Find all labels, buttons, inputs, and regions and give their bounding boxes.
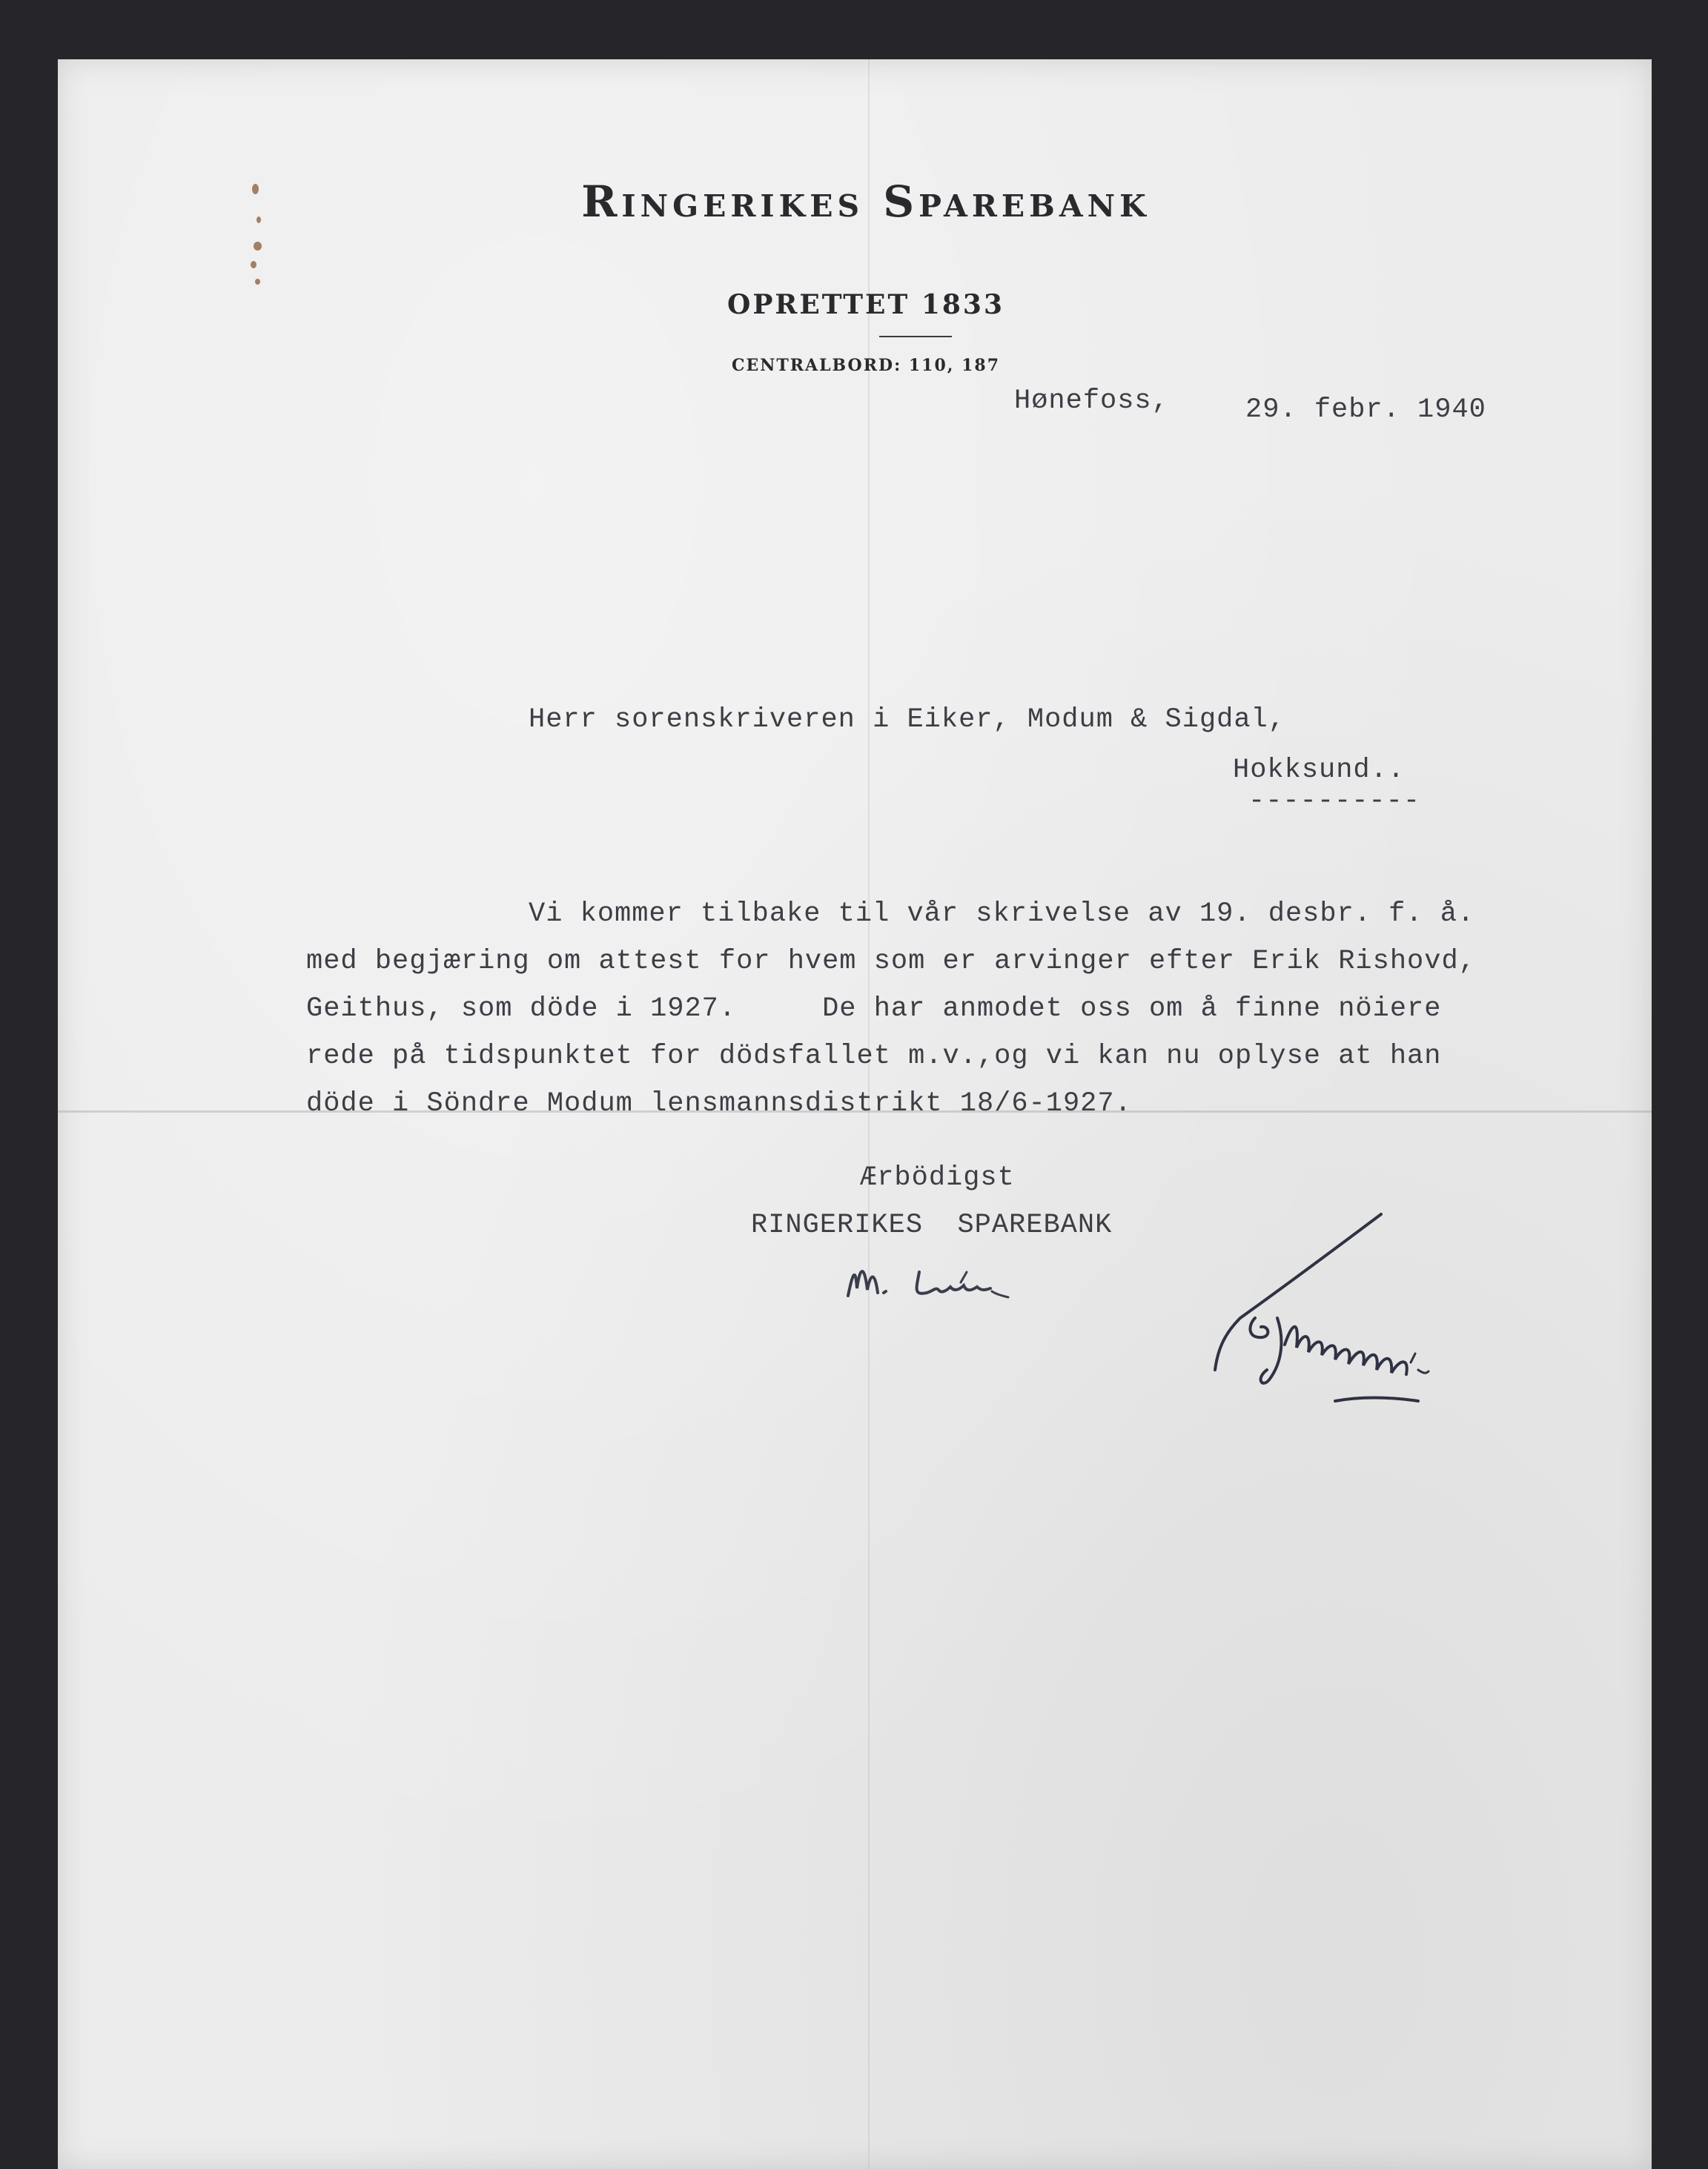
rust-stain <box>256 216 261 223</box>
letterhead-divider <box>879 336 952 337</box>
bank-name-heading: Ringerikes Sparebank <box>581 176 1151 227</box>
rust-stain <box>254 242 262 251</box>
recipient-underline: ---------- <box>1248 786 1421 817</box>
closing-bank-name: RINGERIKES SPAREBANK <box>751 1210 1113 1241</box>
body-line: rede på tidspunktet for dödsfallet m.v.,og vi kan nu oplyse at han <box>306 1041 1442 1072</box>
letter-page <box>58 59 1652 2169</box>
signature-right <box>1144 1207 1529 1474</box>
recipient-line-1: Herr sorenskriveren i Eiker, Modum & Sigdal, <box>529 704 1285 735</box>
signature-left <box>830 1244 1127 1333</box>
body-line: Geithus, som döde i 1927. De har anmodet oss om å finne nöiere <box>306 993 1442 1024</box>
founded-line: OPRETTET 1833 <box>726 289 1005 320</box>
closing-salutation: Ærbödigst <box>860 1162 1015 1193</box>
rust-stain <box>251 261 256 268</box>
body-line: döde i Söndre Modum lensmannsdistrikt 18/6-1927. <box>306 1088 1132 1119</box>
dateline-date: 29. febr. 1940 <box>1245 394 1486 425</box>
rust-stain <box>252 184 259 194</box>
body-line: med begjæring om attest for hvem som er arvinger efter Erik Rishovd, <box>306 946 1476 977</box>
dateline-place: Hønefoss, <box>1014 385 1169 417</box>
recipient-line-2: Hokksund.. <box>1233 755 1406 786</box>
rust-stain <box>255 279 260 285</box>
phone-line: CENTRALBORD: 110, 187 <box>731 356 1001 375</box>
body-line: Vi kommer tilbake til vår skrivelse av 19. desbr. f. å. <box>529 898 1475 930</box>
